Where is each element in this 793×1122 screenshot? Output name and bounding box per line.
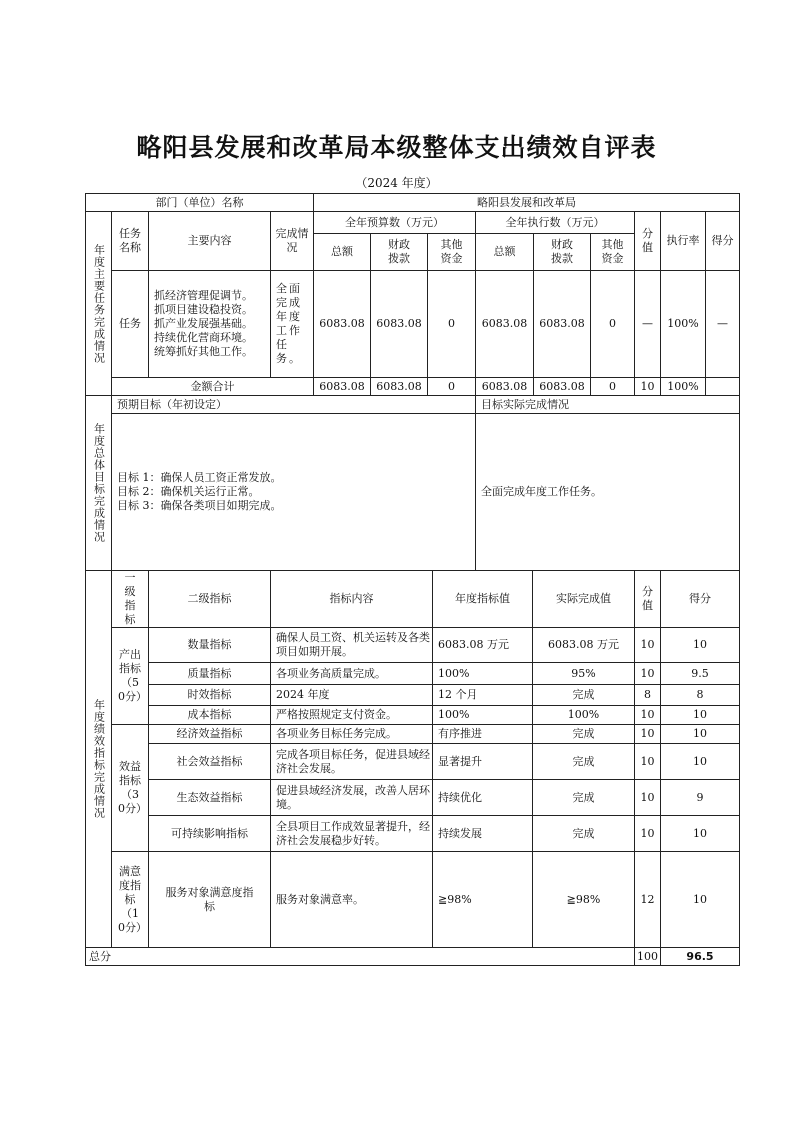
table-cell: 10	[635, 725, 661, 744]
table-cell: 社会效益指标	[149, 744, 271, 780]
table-cell: 年度绩效指标完成情况	[92, 699, 106, 819]
budget-total: 6083.08	[314, 271, 371, 378]
table-cell: 10	[635, 663, 661, 685]
header-status: 完成情况	[271, 212, 314, 271]
sum-score	[706, 378, 740, 396]
table-cell: 抓项目建设稳投资。	[154, 303, 253, 316]
task-name: 任务	[112, 271, 149, 378]
exec-fiscal: 6083.08	[534, 271, 591, 378]
expected-goals	[112, 414, 476, 571]
total-score: 96.5	[661, 948, 740, 966]
sum-row	[86, 378, 740, 396]
table-cell: 有序推进	[433, 725, 533, 744]
table-cell: 10	[661, 706, 740, 725]
group-satisfaction: 满意度指标（10分）	[112, 852, 149, 948]
header-score: 得分	[661, 571, 740, 628]
table-cell: 9	[661, 780, 740, 816]
header-content: 指标内容	[271, 571, 433, 628]
exec-other: 0	[591, 271, 635, 378]
header-actual: 实际完成值	[533, 571, 635, 628]
table-cell: 目标 2：确保机关运行正常。	[117, 485, 260, 498]
table-cell: 质量指标	[149, 663, 271, 685]
header-score-val: 分值	[635, 212, 661, 271]
section1-side-label	[86, 212, 112, 396]
header-budget-total: 总额	[314, 234, 371, 271]
total-row	[86, 948, 740, 966]
indicator-row	[86, 780, 740, 816]
group-output: 产出指标（50分）	[112, 628, 149, 725]
total-label: 总分	[86, 948, 635, 966]
table-cell: 9.5	[661, 663, 740, 685]
table-cell: ≧98%	[433, 852, 533, 948]
table-cell: 2024 年度	[271, 685, 433, 706]
table-cell: 持续优化营商环境。	[154, 331, 253, 344]
table-cell: 抓产业发展强基础。	[154, 317, 253, 330]
header-task: 任务名称	[112, 212, 149, 271]
table-cell: 完成	[533, 816, 635, 852]
table-cell: 完成	[533, 685, 635, 706]
indicator-row	[86, 685, 740, 706]
sum-exec-total: 6083.08	[476, 378, 534, 396]
table-cell: 8	[635, 685, 661, 706]
table-cell: 95%	[533, 663, 635, 685]
table-cell: 10	[661, 725, 740, 744]
table-cell: 经济效益指标	[149, 725, 271, 744]
table-cell: 全县项目工作成效显著提升，经济社会发展稳步好转。	[271, 816, 433, 852]
table-cell: 各项业务高质量完成。	[271, 663, 433, 685]
table-cell: 年度总体目标完成情况	[92, 423, 106, 543]
table-cell: 数量指标	[149, 628, 271, 663]
header-l1: 一级指标	[112, 571, 149, 628]
header-exec-fiscal: 财政拨款	[534, 234, 591, 271]
table-cell: 6083.08 万元	[533, 628, 635, 663]
indicator-row	[86, 852, 740, 948]
indicator-row	[86, 628, 740, 663]
table-cell: 目标 1：确保人员工资正常发放。	[117, 471, 282, 484]
header-exec-total: 总额	[476, 234, 534, 271]
table-cell: 统筹抓好其他工作。	[154, 345, 253, 358]
header-target: 年度指标值	[433, 571, 533, 628]
header-l2: 二级指标	[149, 571, 271, 628]
year-label: （2024 年度）	[355, 176, 438, 190]
header-score-val: 分值	[635, 571, 661, 628]
task-table	[85, 193, 740, 396]
actual-goal: 全面完成年度工作任务。	[476, 414, 740, 571]
sum-score-val: 10	[635, 378, 661, 396]
sum-budget-other: 0	[428, 378, 476, 396]
group-benefit: 效益指标（30分）	[112, 725, 149, 852]
table-cell: 确保人员工资、机关运转及各类项目如期开展。	[271, 628, 433, 663]
header-rate: 执行率	[661, 212, 706, 271]
indicator-row	[86, 744, 740, 780]
sum-label: 金额合计	[112, 378, 314, 396]
header-budget-fiscal: 财政拨款	[371, 234, 428, 271]
table-cell: 完成各项目标任务，促进县域经济社会发展。	[271, 744, 433, 780]
table-cell: ≧98%	[533, 852, 635, 948]
task-row	[86, 271, 740, 378]
table-cell: 促进县域经济发展，改善人居环境。	[271, 780, 433, 816]
actual-goal-header: 目标实际完成情况	[476, 396, 740, 414]
table-cell: 10	[661, 816, 740, 852]
table-cell: 完成	[533, 780, 635, 816]
table-cell: 100%	[533, 706, 635, 725]
dept-label: 部门（单位）名称	[86, 194, 314, 212]
table-cell: 时效指标	[149, 685, 271, 706]
indicator-row	[86, 725, 740, 744]
table-cell: 10	[661, 744, 740, 780]
sum-exec-other: 0	[591, 378, 635, 396]
budget-other: 0	[428, 271, 476, 378]
score-val: —	[635, 271, 661, 378]
table-cell: 10	[635, 816, 661, 852]
table-cell: 10	[635, 744, 661, 780]
table-cell: 6083.08 万元	[433, 628, 533, 663]
task-content	[149, 271, 271, 378]
section2-side-label	[86, 396, 112, 571]
table-cell: 12 个月	[433, 685, 533, 706]
indicator-table	[85, 570, 740, 966]
page-title: 略阳县发展和改革局本级整体支出绩效自评表	[136, 133, 657, 162]
table-cell: 目标 3：确保各类项目如期完成。	[117, 499, 282, 512]
table-cell: 10	[661, 628, 740, 663]
table-cell: 生态效益指标	[149, 780, 271, 816]
sum-rate: 100%	[661, 378, 706, 396]
budget-fiscal: 6083.08	[371, 271, 428, 378]
dept-value: 略阳县发展和改革局	[314, 194, 740, 212]
table-cell: 抓经济管理促调节。	[154, 289, 253, 302]
table-cell: 100%	[433, 663, 533, 685]
section3-side-label	[86, 571, 112, 948]
exec-total: 6083.08	[476, 271, 534, 378]
exec-rate: 100%	[661, 271, 706, 378]
indicator-row	[86, 816, 740, 852]
table-cell: 可持续影响指标	[149, 816, 271, 852]
table-cell: 各项业务目标任务完成。	[271, 725, 433, 744]
header-exec-other: 其他资金	[591, 234, 635, 271]
table-cell: 10	[661, 852, 740, 948]
header-budget: 全年预算数（万元）	[314, 212, 476, 234]
table-cell: 服务对象满意度指标	[149, 852, 271, 948]
table-cell: 100%	[433, 706, 533, 725]
indicator-row	[86, 706, 740, 725]
table-cell: 年度主要任务完成情况	[92, 243, 106, 364]
score: —	[706, 271, 740, 378]
table-cell: 10	[635, 628, 661, 663]
table-cell: 显著提升	[433, 744, 533, 780]
header-content: 主要内容	[149, 212, 271, 271]
table-cell: 持续优化	[433, 780, 533, 816]
table-cell: 8	[661, 685, 740, 706]
expected-goal-header: 预期目标（年初设定）	[112, 396, 476, 414]
table-cell: 成本指标	[149, 706, 271, 725]
table-cell: 完成	[533, 744, 635, 780]
header-budget-other: 其他资金	[428, 234, 476, 271]
total-score-val: 100	[635, 948, 661, 966]
indicator-row	[86, 663, 740, 685]
sum-exec-fiscal: 6083.08	[534, 378, 591, 396]
task-status: 全面完成年度工作任务。	[271, 271, 314, 378]
sum-budget-fiscal: 6083.08	[371, 378, 428, 396]
table-cell: 严格按照规定支付资金。	[271, 706, 433, 725]
table-cell: 持续发展	[433, 816, 533, 852]
table-cell: 完成	[533, 725, 635, 744]
table-cell: 服务对象满意率。	[271, 852, 433, 948]
goal-table	[85, 395, 740, 571]
table-cell: 10	[635, 706, 661, 725]
header-score: 得分	[706, 212, 740, 271]
header-exec: 全年执行数（万元）	[476, 212, 635, 234]
sum-budget-total: 6083.08	[314, 378, 371, 396]
table-cell: 12	[635, 852, 661, 948]
table-cell: 10	[635, 780, 661, 816]
